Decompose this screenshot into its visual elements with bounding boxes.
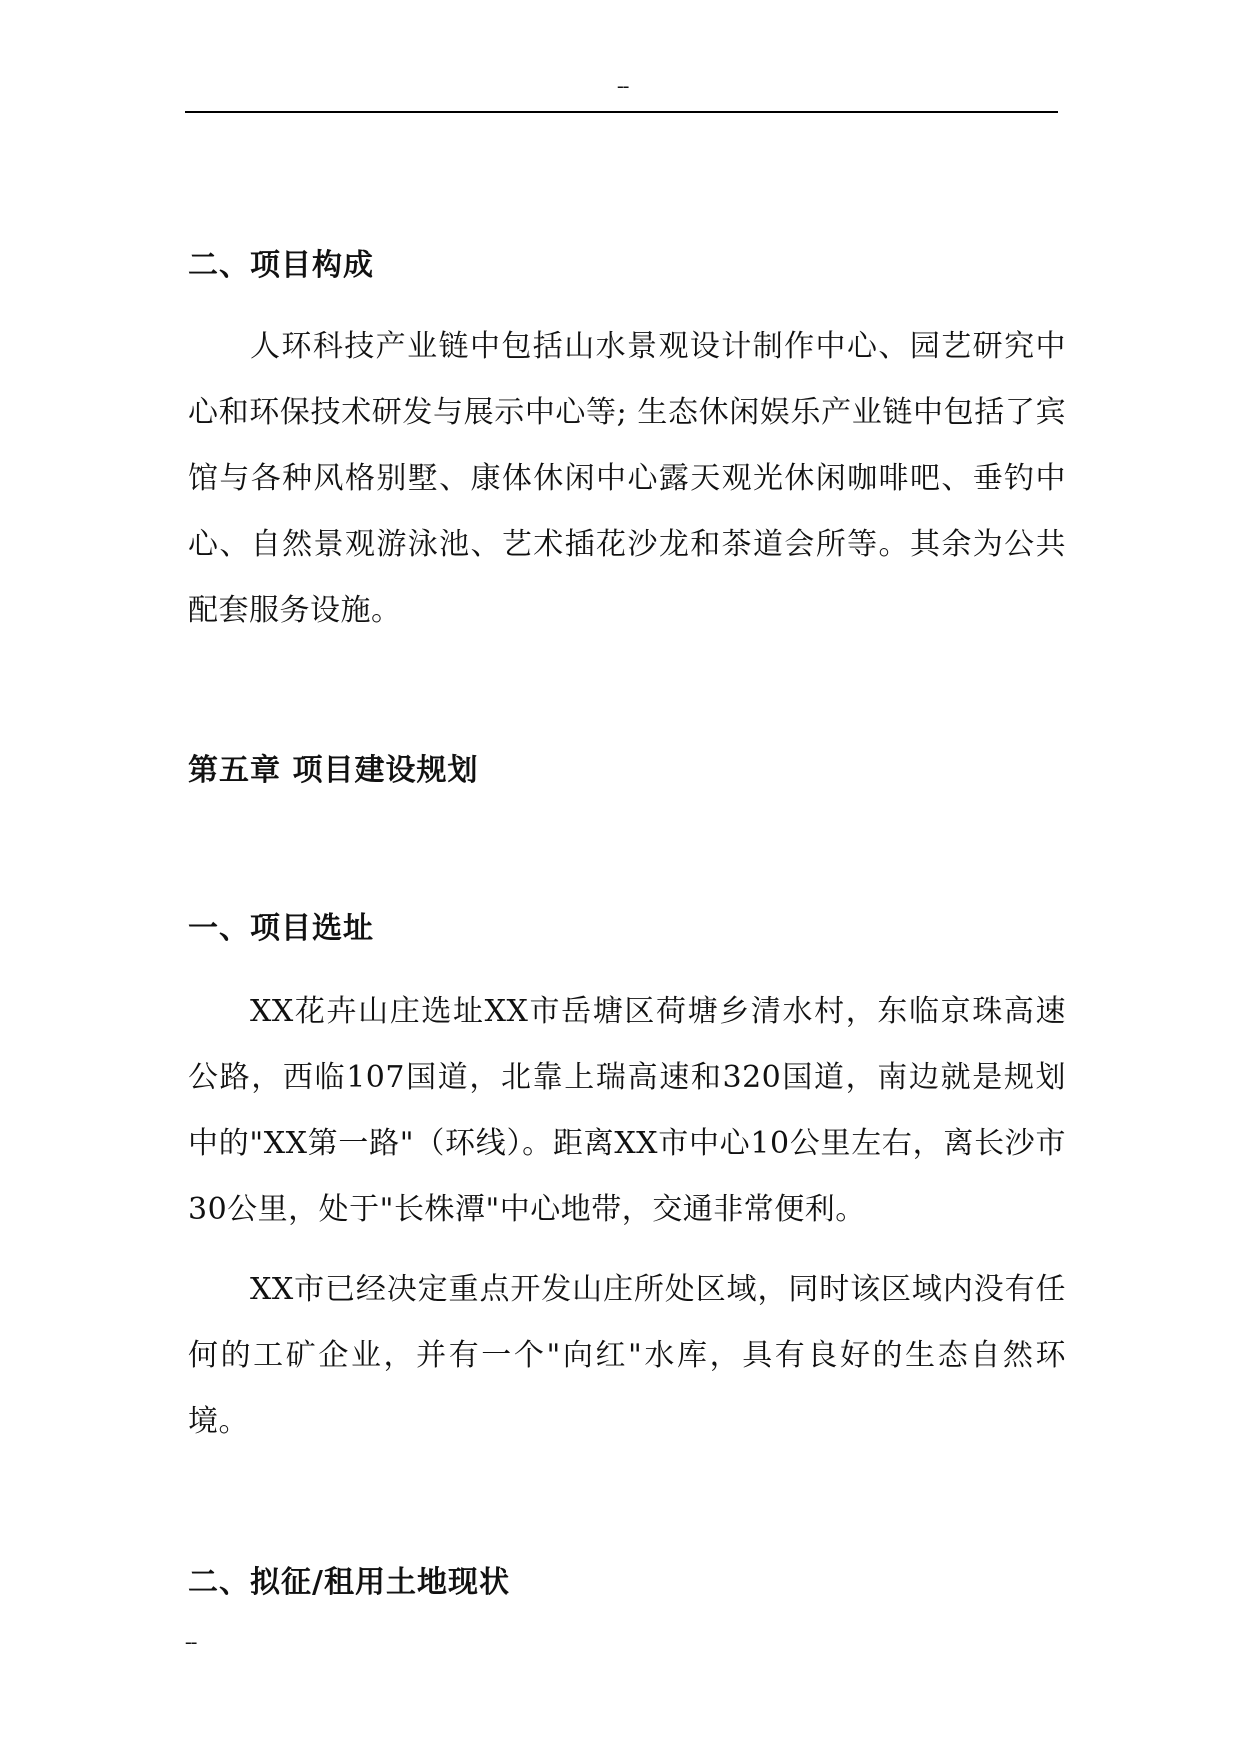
paragraph-site-location: XX花卉山庄选址XX市岳塘区荷塘乡清水村，东临京珠高速公路，西临107国道，北靠上瑞高速和320国道，南边就是规划中的"XX第一路"（环线）。距离XX市中心10公里左右，离长沙市30公里，处于"长株潭"中心地带，交通非常便利。	[188, 994, 1066, 1227]
paragraph-site-environment: XX市已经决定重点开发山庄所处区域，同时该区域内没有任何的工矿企业，并有一个"向红"水库，具有良好的生态自然环境。	[188, 1272, 1066, 1439]
section-heading-land: 二、拟征/租用土地现状	[188, 1565, 510, 1600]
section-heading-site: 一、项目选址	[188, 911, 374, 946]
paragraph-composition: 人环科技产业链中包括山水景观设计制作中心、园艺研究中心和环保技术研发与展示中心等; 生态休闲娱乐产业链中包括了宾馆与各种风格别墅、康体休闲中心露天观光休闲咖啡吧、垂钓中心、自然景观游泳池、艺术插花沙龙和茶道会所等。其余为公共配套服务设施。	[188, 329, 1066, 628]
section-heading-composition: 二、项目构成	[188, 248, 374, 283]
footer-mark: --	[185, 1631, 197, 1653]
header-mark: --	[617, 75, 629, 97]
chapter-heading: 第五章 项目建设规划	[188, 753, 479, 788]
header-rule	[185, 111, 1058, 113]
